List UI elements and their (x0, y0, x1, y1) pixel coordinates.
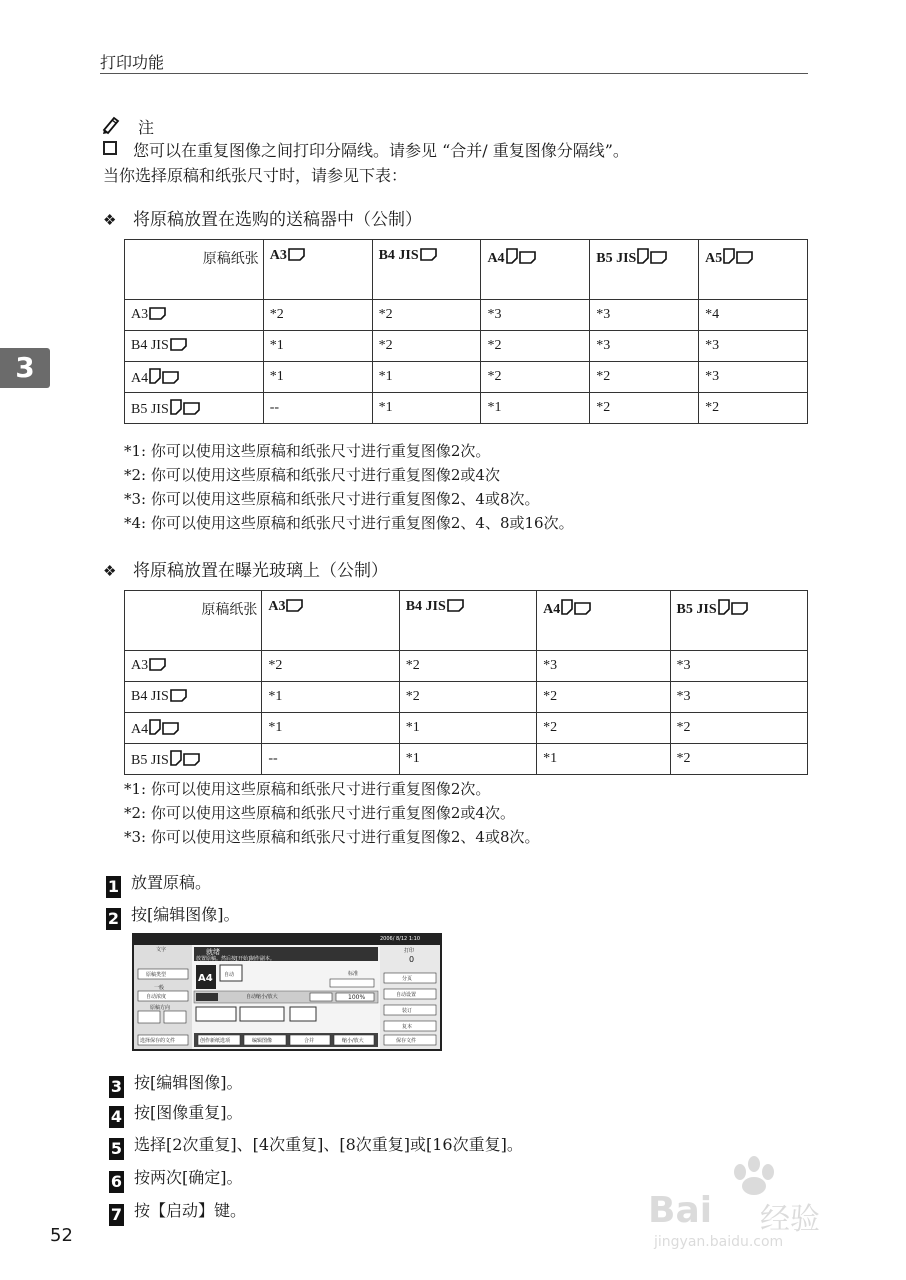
table-row (125, 393, 808, 424)
column-header (590, 240, 699, 300)
landscape-paper-icon (162, 722, 179, 735)
note-line-text: 您可以在重复图像之间打印分隔线。请参见 “合并/ 重复图像分隔线”。 (133, 141, 629, 160)
screen-reduce-label: 自动缩小/放大 (246, 994, 278, 1000)
step-text: 选择[2次重复]、[4次重复]、[8次重复]或[16次重复]。 (134, 1135, 523, 1154)
table-cell: *2 (262, 651, 399, 682)
step-item (109, 1165, 243, 1193)
step-number: 6 (110, 1172, 123, 1191)
landscape-paper-icon (183, 402, 200, 415)
step-item (106, 870, 211, 898)
table-cell: *2 (399, 651, 536, 682)
table-cell: *2 (399, 682, 536, 713)
table-cell: *1 (262, 682, 399, 713)
screen-right-btn-3: 复本 (402, 1024, 413, 1030)
table-cell: *2 (537, 682, 670, 713)
landscape-paper-icon (650, 251, 667, 264)
table-cell: *2 (670, 744, 807, 775)
size-label: A4 (543, 602, 561, 617)
column-header (699, 240, 808, 300)
table-cell: *3 (699, 362, 808, 393)
step-item (109, 1198, 246, 1226)
screen-left-btn-2: 一般 (154, 985, 165, 991)
table-corner-label: 原稿纸张 (125, 240, 264, 300)
footnote: *1: 你可以使用这些原稿和纸张尺寸进行重复图像2次。 (124, 442, 491, 460)
step-number: 5 (110, 1139, 123, 1158)
table-cell: *1 (537, 744, 670, 775)
screen-tab-2: 合并 (304, 1038, 315, 1044)
table-cell: *1 (262, 713, 399, 744)
portrait-paper-icon (149, 368, 161, 384)
section1-table (124, 239, 808, 424)
landscape-paper-icon (420, 248, 437, 261)
landscape-paper-icon (162, 371, 179, 384)
screen-right-btn-4: 保存文件 (396, 1038, 417, 1044)
column-header (670, 591, 807, 651)
landscape-paper-icon (286, 599, 303, 612)
row-header (125, 713, 262, 744)
table-cell: *2 (481, 331, 590, 362)
intro-text: 当你选择原稿和纸张尺寸时，请参见下表： (103, 166, 408, 185)
table-row (125, 331, 808, 362)
chapter-tab: 3 (0, 348, 50, 388)
column-header (372, 240, 481, 300)
pencil-icon (101, 115, 121, 135)
table-cell: -- (262, 744, 399, 775)
step-item (109, 1070, 243, 1098)
screen-datetime: 2006/ 8/12 1:10 (380, 936, 421, 942)
landscape-paper-icon (574, 602, 591, 615)
step-number: 7 (110, 1205, 123, 1224)
table-cell: *3 (481, 300, 590, 331)
size-label: B4 JIS (405, 599, 446, 614)
row-header (125, 331, 264, 362)
screen-status: 就绪 (206, 948, 220, 956)
table-row (125, 651, 808, 682)
portrait-paper-icon (170, 399, 182, 415)
size-label: A4 (131, 721, 149, 737)
step-number: 4 (110, 1107, 123, 1126)
checkbox-bullet-icon (103, 141, 117, 155)
landscape-paper-icon (183, 753, 200, 766)
table-cell: *3 (590, 331, 699, 362)
row-header (125, 300, 264, 331)
running-header: 打印功能 (100, 53, 165, 72)
column-header (481, 240, 590, 300)
portrait-paper-icon (170, 750, 182, 766)
step-text: 按两次[确定]。 (134, 1168, 243, 1187)
diamond-bullet-icon: ❖ (103, 562, 117, 580)
size-label: A4 (487, 251, 505, 266)
step-number: 3 (110, 1077, 123, 1096)
step-item (109, 1100, 243, 1128)
column-header (399, 591, 536, 651)
column-header (262, 591, 399, 651)
header-rule (100, 73, 808, 74)
column-header (263, 240, 372, 300)
table-cell: *3 (670, 651, 807, 682)
size-label: B4 JIS (131, 689, 169, 704)
size-label: A3 (131, 658, 149, 673)
row-header (125, 393, 264, 424)
footnote: *2: 你可以使用这些原稿和纸张尺寸进行重复图像2或4次 (124, 466, 500, 484)
size-label: A4 (131, 370, 149, 386)
screen-tab-3: 缩小/放大 (342, 1038, 364, 1044)
screen-tab-0: 创作新纸选项 (200, 1038, 231, 1044)
watermark-url: jingyan.baidu.com (654, 1234, 784, 1250)
table-cell: *1 (399, 744, 536, 775)
diamond-bullet-icon: ❖ (103, 211, 117, 229)
table-cell: *2 (537, 713, 670, 744)
portrait-paper-icon (718, 599, 730, 615)
size-label: A3 (269, 248, 287, 263)
copier-screen-illustration (132, 933, 442, 1051)
table-cell: *3 (537, 651, 670, 682)
size-label: B4 JIS (378, 248, 419, 263)
footnote: *3: 你可以使用这些原稿和纸张尺寸进行重复图像2、4或8次。 (124, 828, 540, 846)
table-cell: *2 (699, 393, 808, 424)
screen-paper: A4 (198, 973, 213, 984)
screen-right-btn-1: 自动设置 (396, 992, 417, 998)
footnote: *3: 你可以使用这些原稿和纸张尺寸进行重复图像2、4或8次。 (124, 490, 540, 508)
page-number: 52 (50, 1225, 73, 1246)
table-row (125, 713, 808, 744)
screen-right-btn-2: 装订 (402, 1008, 413, 1014)
screen-copies-label: 打印 (404, 948, 415, 954)
table-cell: *1 (481, 393, 590, 424)
size-label: A5 (705, 251, 723, 266)
table-row (125, 744, 808, 775)
step-item (106, 902, 240, 930)
section1-title-text: 将原稿放置在选购的送稿器中（公制） (133, 210, 422, 230)
screen-left-btn-3: 自动浓度 (146, 994, 167, 1000)
note-label: 注 (138, 118, 155, 137)
table-cell: *2 (590, 362, 699, 393)
screen-left-btn-4: 原稿方向 (150, 1005, 171, 1011)
portrait-paper-icon (506, 248, 518, 264)
note-text (103, 138, 629, 161)
table-corner-label: 原稿纸张 (125, 591, 262, 651)
landscape-paper-icon (519, 251, 536, 264)
size-label: B4 JIS (131, 338, 169, 353)
screen-auto: 自动 (224, 972, 235, 978)
screen-message: 放置原稿。然后按[开始]制作副本。 (196, 956, 275, 962)
size-label: B5 JIS (131, 752, 169, 768)
table-cell: *2 (372, 331, 481, 362)
row-header (125, 362, 264, 393)
table-row (125, 362, 808, 393)
watermark-brand: Bai (648, 1190, 713, 1231)
step-item (109, 1132, 523, 1160)
section2-table (124, 590, 808, 775)
footnote: *2: 你可以使用这些原稿和纸张尺寸进行重复图像2或4次。 (124, 804, 515, 822)
table-cell: *3 (670, 682, 807, 713)
landscape-paper-icon (736, 251, 753, 264)
watermark-suffix: 经验 (760, 1202, 820, 1237)
step-number: 1 (107, 877, 120, 896)
baidu-watermark-logo (640, 1150, 860, 1250)
landscape-paper-icon (170, 689, 187, 702)
landscape-paper-icon (149, 307, 166, 320)
table-cell: *2 (263, 300, 372, 331)
screen-tab-1: 编辑图像 (252, 1038, 273, 1044)
portrait-paper-icon (637, 248, 649, 264)
size-label: B5 JIS (131, 401, 169, 417)
table-cell: *2 (590, 393, 699, 424)
table-cell: *1 (399, 713, 536, 744)
size-label: B5 JIS (676, 602, 717, 617)
row-header (125, 682, 262, 713)
screen-copies: 0 (409, 955, 415, 964)
table-cell: *1 (372, 393, 481, 424)
footnote: *1: 你可以使用这些原稿和纸张尺寸进行重复图像2次。 (124, 780, 491, 798)
screen-right-btn-0: 分页 (402, 976, 413, 982)
landscape-paper-icon (170, 338, 187, 351)
table-cell: *1 (263, 362, 372, 393)
table-cell: *2 (481, 362, 590, 393)
row-header (125, 651, 262, 682)
table-cell: *4 (699, 300, 808, 331)
table-row (125, 300, 808, 331)
size-label: A3 (268, 599, 286, 614)
portrait-paper-icon (561, 599, 573, 615)
table-cell: *2 (670, 713, 807, 744)
footnote: *4: 你可以使用这些原稿和纸张尺寸进行重复图像2、4、8或16次。 (124, 514, 574, 532)
column-header (537, 591, 670, 651)
screen-left-btn-0: 文字 (156, 947, 167, 953)
portrait-paper-icon (723, 248, 735, 264)
screen-left-btn-1: 原稿类型 (146, 972, 167, 978)
row-header (125, 744, 262, 775)
landscape-paper-icon (288, 248, 305, 261)
step-text: 按[编辑图像]。 (134, 1073, 243, 1092)
section2-title-text: 将原稿放置在曝光玻璃上（公制） (133, 561, 388, 581)
screen-left-btn-5: 选择保存的文件 (140, 1038, 176, 1044)
step-number: 2 (107, 909, 120, 928)
screen-standard: 标准 (348, 971, 359, 977)
table-cell: *1 (263, 331, 372, 362)
step-text: 放置原稿。 (131, 873, 212, 892)
table-cell: *2 (372, 300, 481, 331)
landscape-paper-icon (731, 602, 748, 615)
size-label: B5 JIS (596, 251, 637, 266)
portrait-paper-icon (149, 719, 161, 735)
screen-ratio: 100% (348, 994, 366, 1001)
landscape-paper-icon (149, 658, 166, 671)
size-label: A3 (131, 307, 149, 322)
step-text: 按[图像重复]。 (134, 1103, 243, 1122)
section1-title (103, 205, 422, 230)
table-cell: -- (263, 393, 372, 424)
table-cell: *3 (590, 300, 699, 331)
table-cell: *1 (372, 362, 481, 393)
table-row (125, 682, 808, 713)
table-cell: *3 (699, 331, 808, 362)
landscape-paper-icon (447, 599, 464, 612)
step-text: 按【启动】键。 (134, 1201, 247, 1220)
section2-title (103, 556, 388, 581)
step-text: 按[编辑图像]。 (131, 905, 240, 924)
